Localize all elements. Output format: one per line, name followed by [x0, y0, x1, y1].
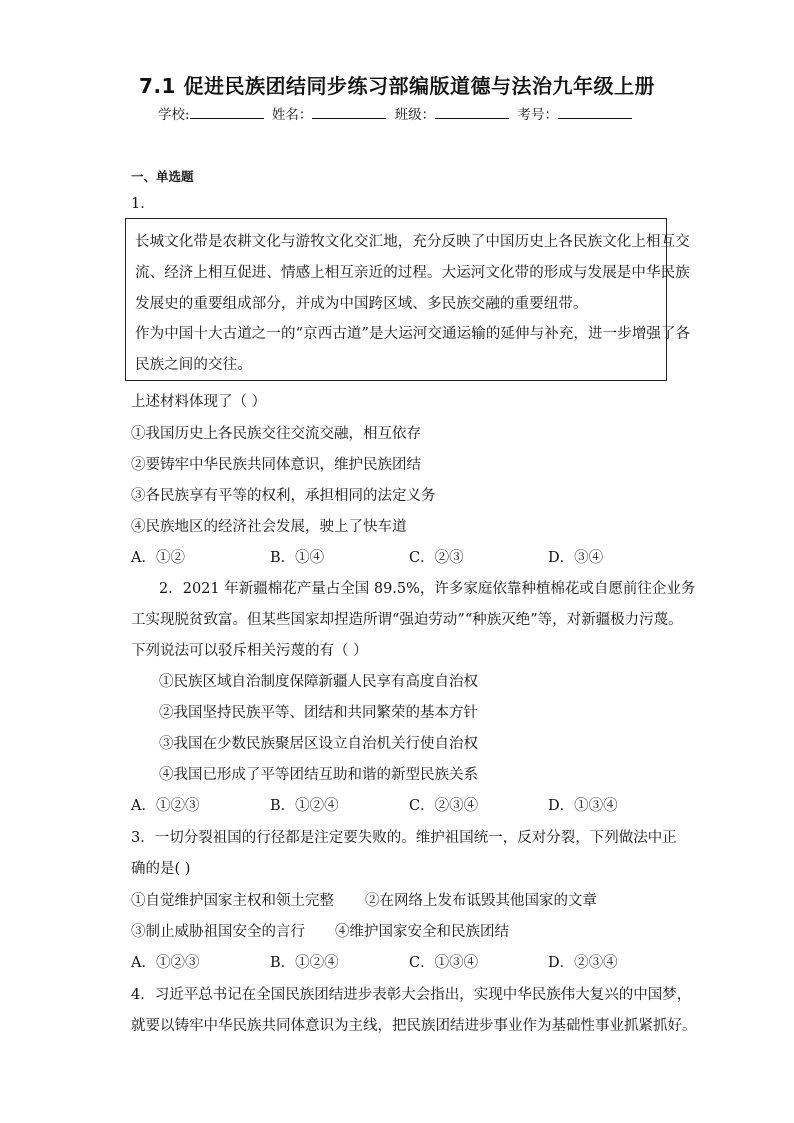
- q1-statement: ③各民族享有平等的权利，承担相同的法定义务: [131, 488, 436, 504]
- q2-stem-line: 2．2021 年新疆棉花产量占全国 89.5%，许多家庭依靠种植棉花或自愿前往企业务: [159, 581, 696, 597]
- q1-option-d[interactable]: D．③④: [548, 550, 604, 566]
- q2-statement: ③我国在少数民族聚居区设立自治机关行使自治权: [159, 736, 478, 752]
- q3-statement: ④维护国家安全和民族团结: [335, 924, 509, 940]
- q1-material-box: [125, 218, 691, 381]
- q2-options: [131, 794, 671, 814]
- q2-statement: ②我国坚持民族平等、团结和共同繁荣的基本方针: [159, 705, 478, 721]
- q2-option-a[interactable]: A．①②③: [131, 798, 200, 814]
- q1-statement: ①我国历史上各民族交往交流交融，相互依存: [131, 426, 421, 442]
- q2-option-c[interactable]: C．②③④: [409, 798, 479, 814]
- q1-material-line: 流、经济上相互促进、情感上相互亲近的过程。大运河文化带的形成与发展是中华民族: [135, 265, 690, 281]
- q2-stem-line: 下列说法可以驳斥相关污蔑的有（ ）: [131, 643, 368, 659]
- name-label: 姓名：: [271, 107, 313, 123]
- q1-stem: 上述材料体现了（ ）: [131, 394, 267, 410]
- student-info-line: [0, 103, 794, 123]
- q1-number: 1．: [131, 196, 155, 212]
- q4-stem-line: 4．习近平总书记在全国民族团结进步表彰大会指出，实现中华民族伟大复兴的中国梦，: [131, 987, 692, 1003]
- school-label: 学校:: [158, 107, 190, 123]
- q1-statement: ②要铸牢中华民族共同体意识，维护民族团结: [131, 457, 421, 473]
- q3-option-a[interactable]: A．①②③: [131, 955, 200, 971]
- q2-stem-line: 工实现脱贫致富。但某些国家却捏造所谓“强迫劳动”“种族灭绝”等，对新疆极力污蔑。: [131, 612, 683, 628]
- q1-material-line: 发展史的重要组成部分，并成为中国跨区域、多民族交融的重要纽带。: [135, 296, 588, 312]
- q3-option-d[interactable]: D．②③④: [548, 955, 618, 971]
- q2-option-b[interactable]: B．①②④: [270, 798, 339, 814]
- q4-stem-line: 就要以铸牢中华民族共同体意识为主线，把民族团结进步事业作为基础性事业抓紧抓好。: [131, 1018, 697, 1034]
- exam-no-blank[interactable]: [558, 106, 632, 119]
- q1-option-a[interactable]: A．①②: [131, 550, 185, 566]
- q2-statement: ①民族区域自治制度保障新疆人民享有高度自治权: [159, 674, 478, 690]
- q1-material-line: 民族之间的交往。: [135, 357, 252, 373]
- q2-statement: ④我国已形成了平等团结互助和谐的新型民族关系: [159, 767, 478, 783]
- q1-statement: ④民族地区的经济社会发展，驶上了快车道: [131, 519, 407, 535]
- q3-statement: ③制止威胁祖国安全的言行: [131, 924, 305, 940]
- class-blank[interactable]: [435, 106, 509, 119]
- exam-no-label: 考号：: [517, 107, 558, 123]
- q3-stem-line: 确的是( ): [131, 861, 191, 877]
- q3-statement: ②在网络上发布诋毁其他国家的文章: [365, 893, 597, 909]
- q1-options: [131, 546, 671, 566]
- q3-option-b[interactable]: B．①②④: [270, 955, 339, 971]
- q1-material-line: 作为中国十大古道之一的“京西古道”是大运河交通运输的延伸与补充，进一步增强了各: [135, 326, 691, 342]
- page-title: 7.1 促进民族团结同步练习部编版道德与法治九年级上册: [139, 74, 655, 98]
- q1-option-c[interactable]: C．②③: [409, 550, 464, 566]
- q2-option-d[interactable]: D．①③④: [548, 798, 618, 814]
- school-blank[interactable]: [190, 106, 264, 119]
- name-blank[interactable]: [312, 106, 386, 119]
- section-title: 一、单选题: [131, 169, 194, 184]
- class-label: 班级：: [394, 107, 436, 123]
- q3-stem-line: 3．一切分裂祖国的行径都是注定要失败的。维护祖国统一，反对分裂，下列做法中正: [131, 830, 677, 846]
- q1-option-b[interactable]: B．①④: [270, 550, 325, 566]
- q3-options: [131, 951, 671, 971]
- q3-option-c[interactable]: C．①③④: [409, 955, 479, 971]
- q1-material-line: 长城文化带是农耕文化与游牧文化交汇地，充分反映了中国历史上各民族文化上相互交: [135, 234, 690, 250]
- q3-statement: ①自觉维护国家主权和领土完整: [131, 893, 334, 909]
